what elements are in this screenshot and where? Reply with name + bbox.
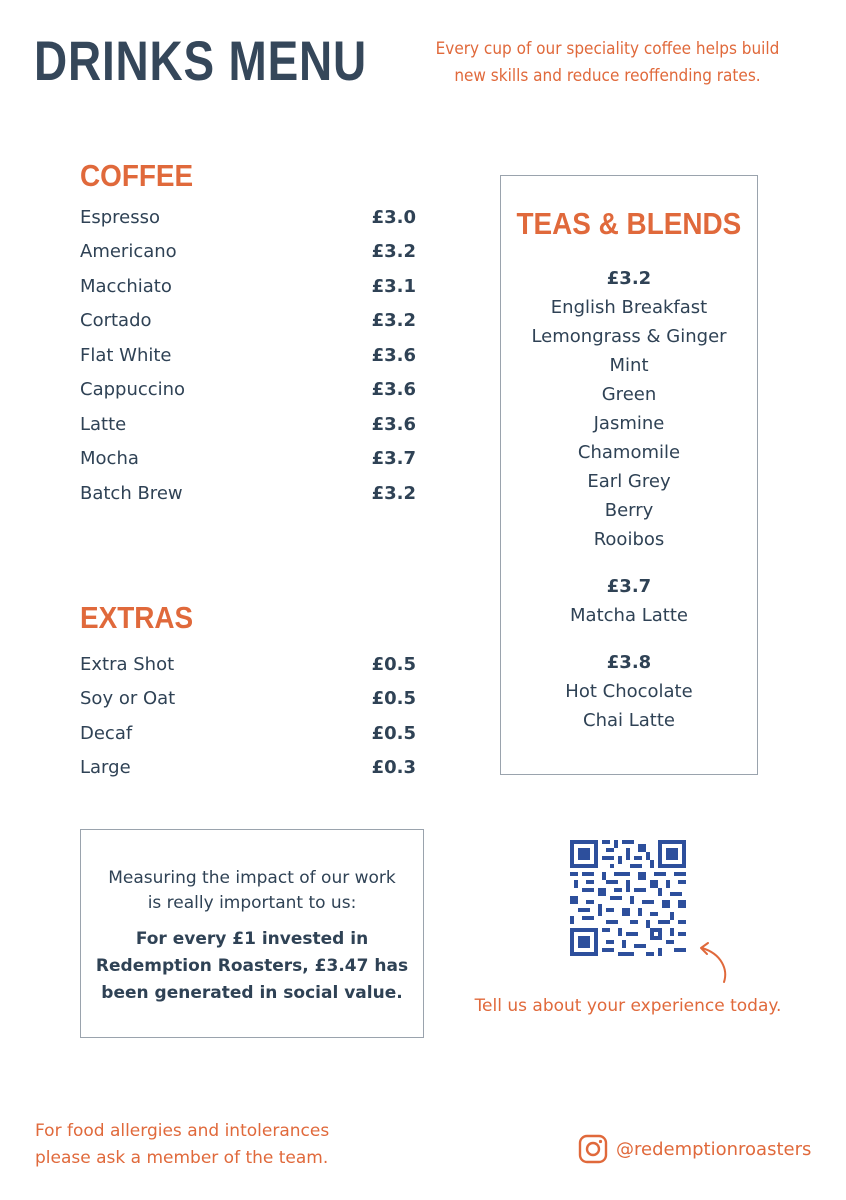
- qr-code-icon[interactable]: [570, 840, 686, 956]
- tea-group: [501, 264, 757, 554]
- tea-item: Jasmine: [593, 413, 665, 434]
- list-item: Cortado £3.2: [80, 310, 416, 332]
- list-item: Extra Shot £0.5: [80, 653, 416, 675]
- list-item: Decaf £0.5: [80, 722, 416, 744]
- curved-arrow-icon: [694, 940, 734, 986]
- impact-box: [80, 829, 424, 1038]
- tea-price: £3.7: [606, 576, 652, 597]
- list-item: Mocha £3.7: [80, 448, 416, 470]
- teas-box: [500, 175, 758, 775]
- coffee-heading: COFFEE: [80, 158, 194, 193]
- coffee-list: [80, 200, 416, 511]
- tea-group: [501, 572, 757, 630]
- tea-group: [501, 648, 757, 735]
- instagram-icon: [578, 1134, 608, 1164]
- impact-statement: For every £1 invested in Redemption Roasters, £3.47 has been generated in social value.: [95, 929, 409, 1003]
- tea-price: £3.8: [606, 652, 652, 673]
- tea-item: Green: [601, 384, 657, 405]
- impact-intro: Measuring the impact of our work is really important to us:: [108, 868, 396, 913]
- tea-item: Earl Grey: [587, 471, 671, 492]
- extras-list: [80, 647, 416, 785]
- tea-item: Matcha Latte: [570, 605, 688, 626]
- list-item: Americano £3.2: [80, 241, 416, 263]
- tea-item: Chai Latte: [583, 710, 675, 731]
- social-link[interactable]: [578, 1134, 811, 1164]
- tea-item: Hot Chocolate: [565, 681, 693, 702]
- list-item: Cappuccino £3.6: [80, 379, 416, 401]
- allergy-notice: For food allergies and intolerances please ask a member of the team.: [35, 1121, 330, 1168]
- social-handle[interactable]: @redemptionroasters: [616, 1138, 812, 1160]
- page-title: DRINKS MENU: [34, 29, 368, 92]
- list-item: Espresso £3.0: [80, 206, 416, 228]
- tea-item: Berry: [604, 500, 654, 521]
- teas-heading: TEAS & BLENDS: [516, 206, 742, 241]
- tea-price: £3.2: [606, 268, 652, 289]
- tea-item: Lemongrass & Ginger: [531, 326, 727, 347]
- list-item: Soy or Oat £0.5: [80, 688, 416, 710]
- list-item: Batch Brew £3.2: [80, 482, 416, 504]
- list-item: Latte £3.6: [80, 413, 416, 435]
- list-item: Flat White £3.6: [80, 344, 416, 366]
- list-item: Macchiato £3.1: [80, 275, 416, 297]
- feedback-text: Tell us about your experience today.: [474, 996, 782, 1016]
- tea-item: Chamomile: [577, 442, 681, 463]
- extras-heading: EXTRAS: [80, 600, 194, 635]
- tea-item: English Breakfast: [550, 297, 708, 318]
- list-item: Large £0.3: [80, 757, 416, 779]
- tea-item: Mint: [609, 355, 649, 376]
- tea-item: Rooibos: [593, 529, 665, 550]
- tagline: Every cup of our speciality coffee helps build new skills and reduce reoffending rates.: [435, 39, 780, 86]
